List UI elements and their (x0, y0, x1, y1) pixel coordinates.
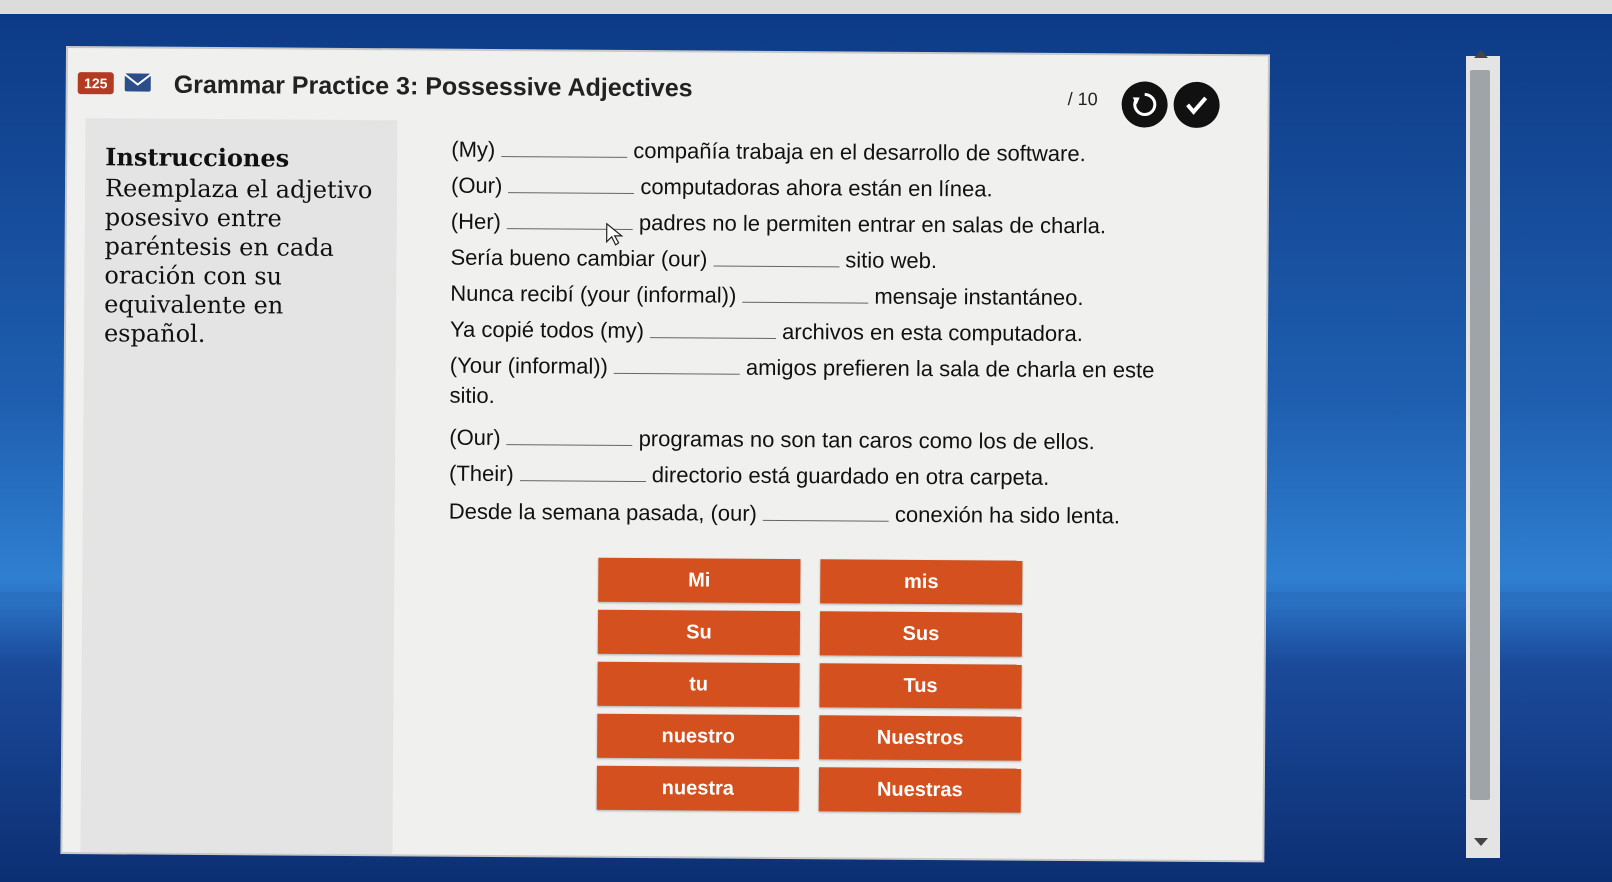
question-text: directorio está guardado en otra carpeta. (651, 462, 1050, 490)
question-prompt: (Her) (450, 208, 501, 235)
question-item (451, 173, 993, 203)
question-text: programas no son tan caros como los de ellos. (638, 425, 1095, 455)
answer-blank[interactable] (763, 502, 889, 522)
question-text: computadoras ahora están en línea. (640, 173, 993, 202)
question-prompt: (Our) (449, 424, 501, 451)
question-item (450, 317, 1083, 347)
answer-tile[interactable]: Mi (598, 558, 800, 603)
question-item (449, 461, 1049, 491)
question-prompt: (Our) (450, 172, 503, 199)
refresh-icon (1130, 89, 1160, 119)
question-item (449, 499, 1120, 530)
question-prompt: Ya copié todos (my) (449, 316, 645, 344)
question-item (451, 137, 1086, 167)
answer-tile[interactable]: tu (597, 662, 799, 707)
question-prompt: Sería bueno cambiar (our) (450, 244, 708, 272)
points-badge: 125 (78, 72, 114, 94)
answer-blank[interactable] (742, 284, 868, 304)
instructions-text: Reemplaza el adjetivo posesivo entre paréntesis en cada oración con su equivalente en español. (103, 174, 373, 348)
activity-window (62, 48, 1268, 860)
scroll-up-arrow-icon[interactable] (1474, 50, 1488, 58)
question-text: archivos en esta computadora. (781, 318, 1083, 347)
scrollbar-thumb[interactable] (1470, 70, 1490, 800)
activity-header (68, 48, 1268, 126)
answer-blank[interactable] (508, 174, 634, 194)
answer-tile[interactable]: mis (820, 559, 1022, 604)
question-text: mensaje instantáneo. (874, 283, 1084, 311)
page-title: Grammar Practice 3: Possessive Adjectives (173, 70, 693, 103)
answer-tile[interactable]: Nuestras (819, 767, 1021, 812)
question-item (450, 245, 937, 274)
question-prompt: Desde la semana pasada, (our) (448, 498, 758, 526)
question-item (449, 351, 1169, 416)
answer-tile[interactable]: nuestro (597, 714, 799, 759)
reset-button[interactable] (1121, 81, 1167, 127)
question-list (448, 136, 1211, 529)
question-text: padres no le permiten entrar en salas de charla. (638, 209, 1107, 239)
question-prompt: (Their) (448, 460, 514, 487)
check-answers-button[interactable] (1173, 82, 1219, 128)
answer-tile[interactable]: Nuestros (819, 715, 1021, 760)
instructions-panel (80, 118, 397, 854)
question-item (449, 425, 1095, 456)
question-prompt: (Your (informal)) (449, 352, 609, 379)
answer-blank[interactable] (520, 462, 646, 482)
question-text: sitio web. (845, 247, 938, 274)
answer-blank[interactable] (614, 355, 740, 375)
score-display: / 10 (1067, 88, 1098, 110)
scroll-down-arrow-icon[interactable] (1474, 838, 1488, 846)
answer-blank[interactable] (507, 426, 633, 446)
question-text: compañía trabaja en el desarrollo de software. (633, 137, 1086, 167)
question-item (451, 209, 1106, 240)
answer-tile[interactable]: Tus (819, 663, 1021, 708)
mail-icon[interactable] (124, 72, 152, 92)
answer-blank[interactable] (713, 248, 839, 268)
answer-blank[interactable] (501, 138, 627, 158)
answer-tile[interactable]: Sus (820, 611, 1022, 656)
question-text: amigos prefieren la sala de charla en este sitio. (449, 354, 1155, 408)
checkmark-icon (1182, 90, 1212, 120)
question-item (450, 281, 1083, 311)
mouse-cursor-icon (605, 222, 625, 246)
answer-blank[interactable] (650, 319, 776, 339)
question-prompt: Nunca recibí (your (informal)) (450, 280, 737, 308)
answer-tile[interactable]: Su (598, 610, 800, 655)
answer-tile[interactable]: nuestra (597, 766, 799, 811)
question-prompt: (My) (451, 136, 496, 162)
instructions-title: Instrucciones (105, 142, 290, 173)
question-text: conexión ha sido lenta. (894, 501, 1121, 529)
